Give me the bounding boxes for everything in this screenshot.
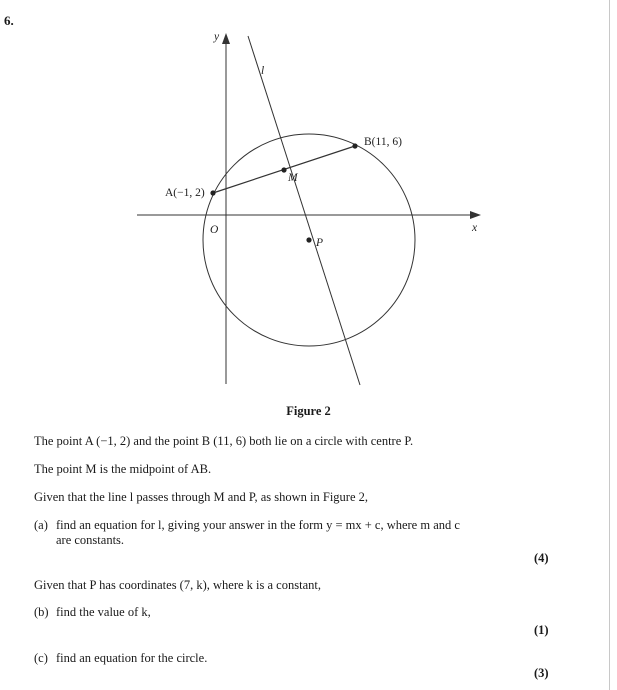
- part-b: [34, 605, 151, 620]
- line-l-label: l: [261, 65, 265, 77]
- point-m-dot: [281, 167, 286, 172]
- point-p-dot: [306, 237, 311, 242]
- point-b-label: B(11, 6): [364, 136, 402, 148]
- line-l: [248, 36, 360, 385]
- part-a-marks: (4): [534, 551, 549, 565]
- part-b-text: find the value of k,: [56, 605, 151, 619]
- y-axis-arrow: [222, 33, 230, 44]
- part-b-marks: (1): [534, 623, 549, 637]
- intro-line-3: Given that the line l passes through M and P, as shown in Figure 2,: [34, 490, 368, 504]
- part-a-text-2: are constants.: [56, 533, 125, 547]
- point-a-label: A(−1, 2): [165, 187, 205, 199]
- intro-line-1: The point A (−1, 2) and the point B (11, 6) both lie on a circle with centre P.: [34, 434, 414, 448]
- point-p-label: P: [316, 237, 324, 249]
- point-a-dot: [210, 190, 215, 195]
- part-a: [34, 518, 460, 533]
- part-b-label: (b): [34, 605, 49, 619]
- part-c-text: find an equation for the circle.: [56, 651, 208, 665]
- point-m-label: M: [288, 172, 298, 184]
- part-c: [34, 651, 207, 666]
- point-b-dot: [352, 143, 357, 148]
- part-a-label: (a): [34, 518, 48, 532]
- intro-line-2: The point M is the midpoint of AB.: [34, 462, 212, 476]
- part-c-marks: (3): [534, 666, 549, 680]
- y-axis-label: y: [214, 31, 220, 43]
- x-axis-arrow: [470, 211, 481, 219]
- intro-line-4: Given that P has coordinates (7, k), where k is a constant,: [34, 578, 321, 592]
- part-a-text-1: find an equation for l, giving your answer in the form y = mx + c, where m and c: [56, 518, 460, 532]
- part-c-label: (c): [34, 651, 48, 665]
- origin-label: O: [210, 224, 219, 236]
- question-number: 6.: [4, 13, 14, 28]
- x-axis-label: x: [472, 222, 478, 234]
- figure-caption: Figure 2: [286, 404, 331, 418]
